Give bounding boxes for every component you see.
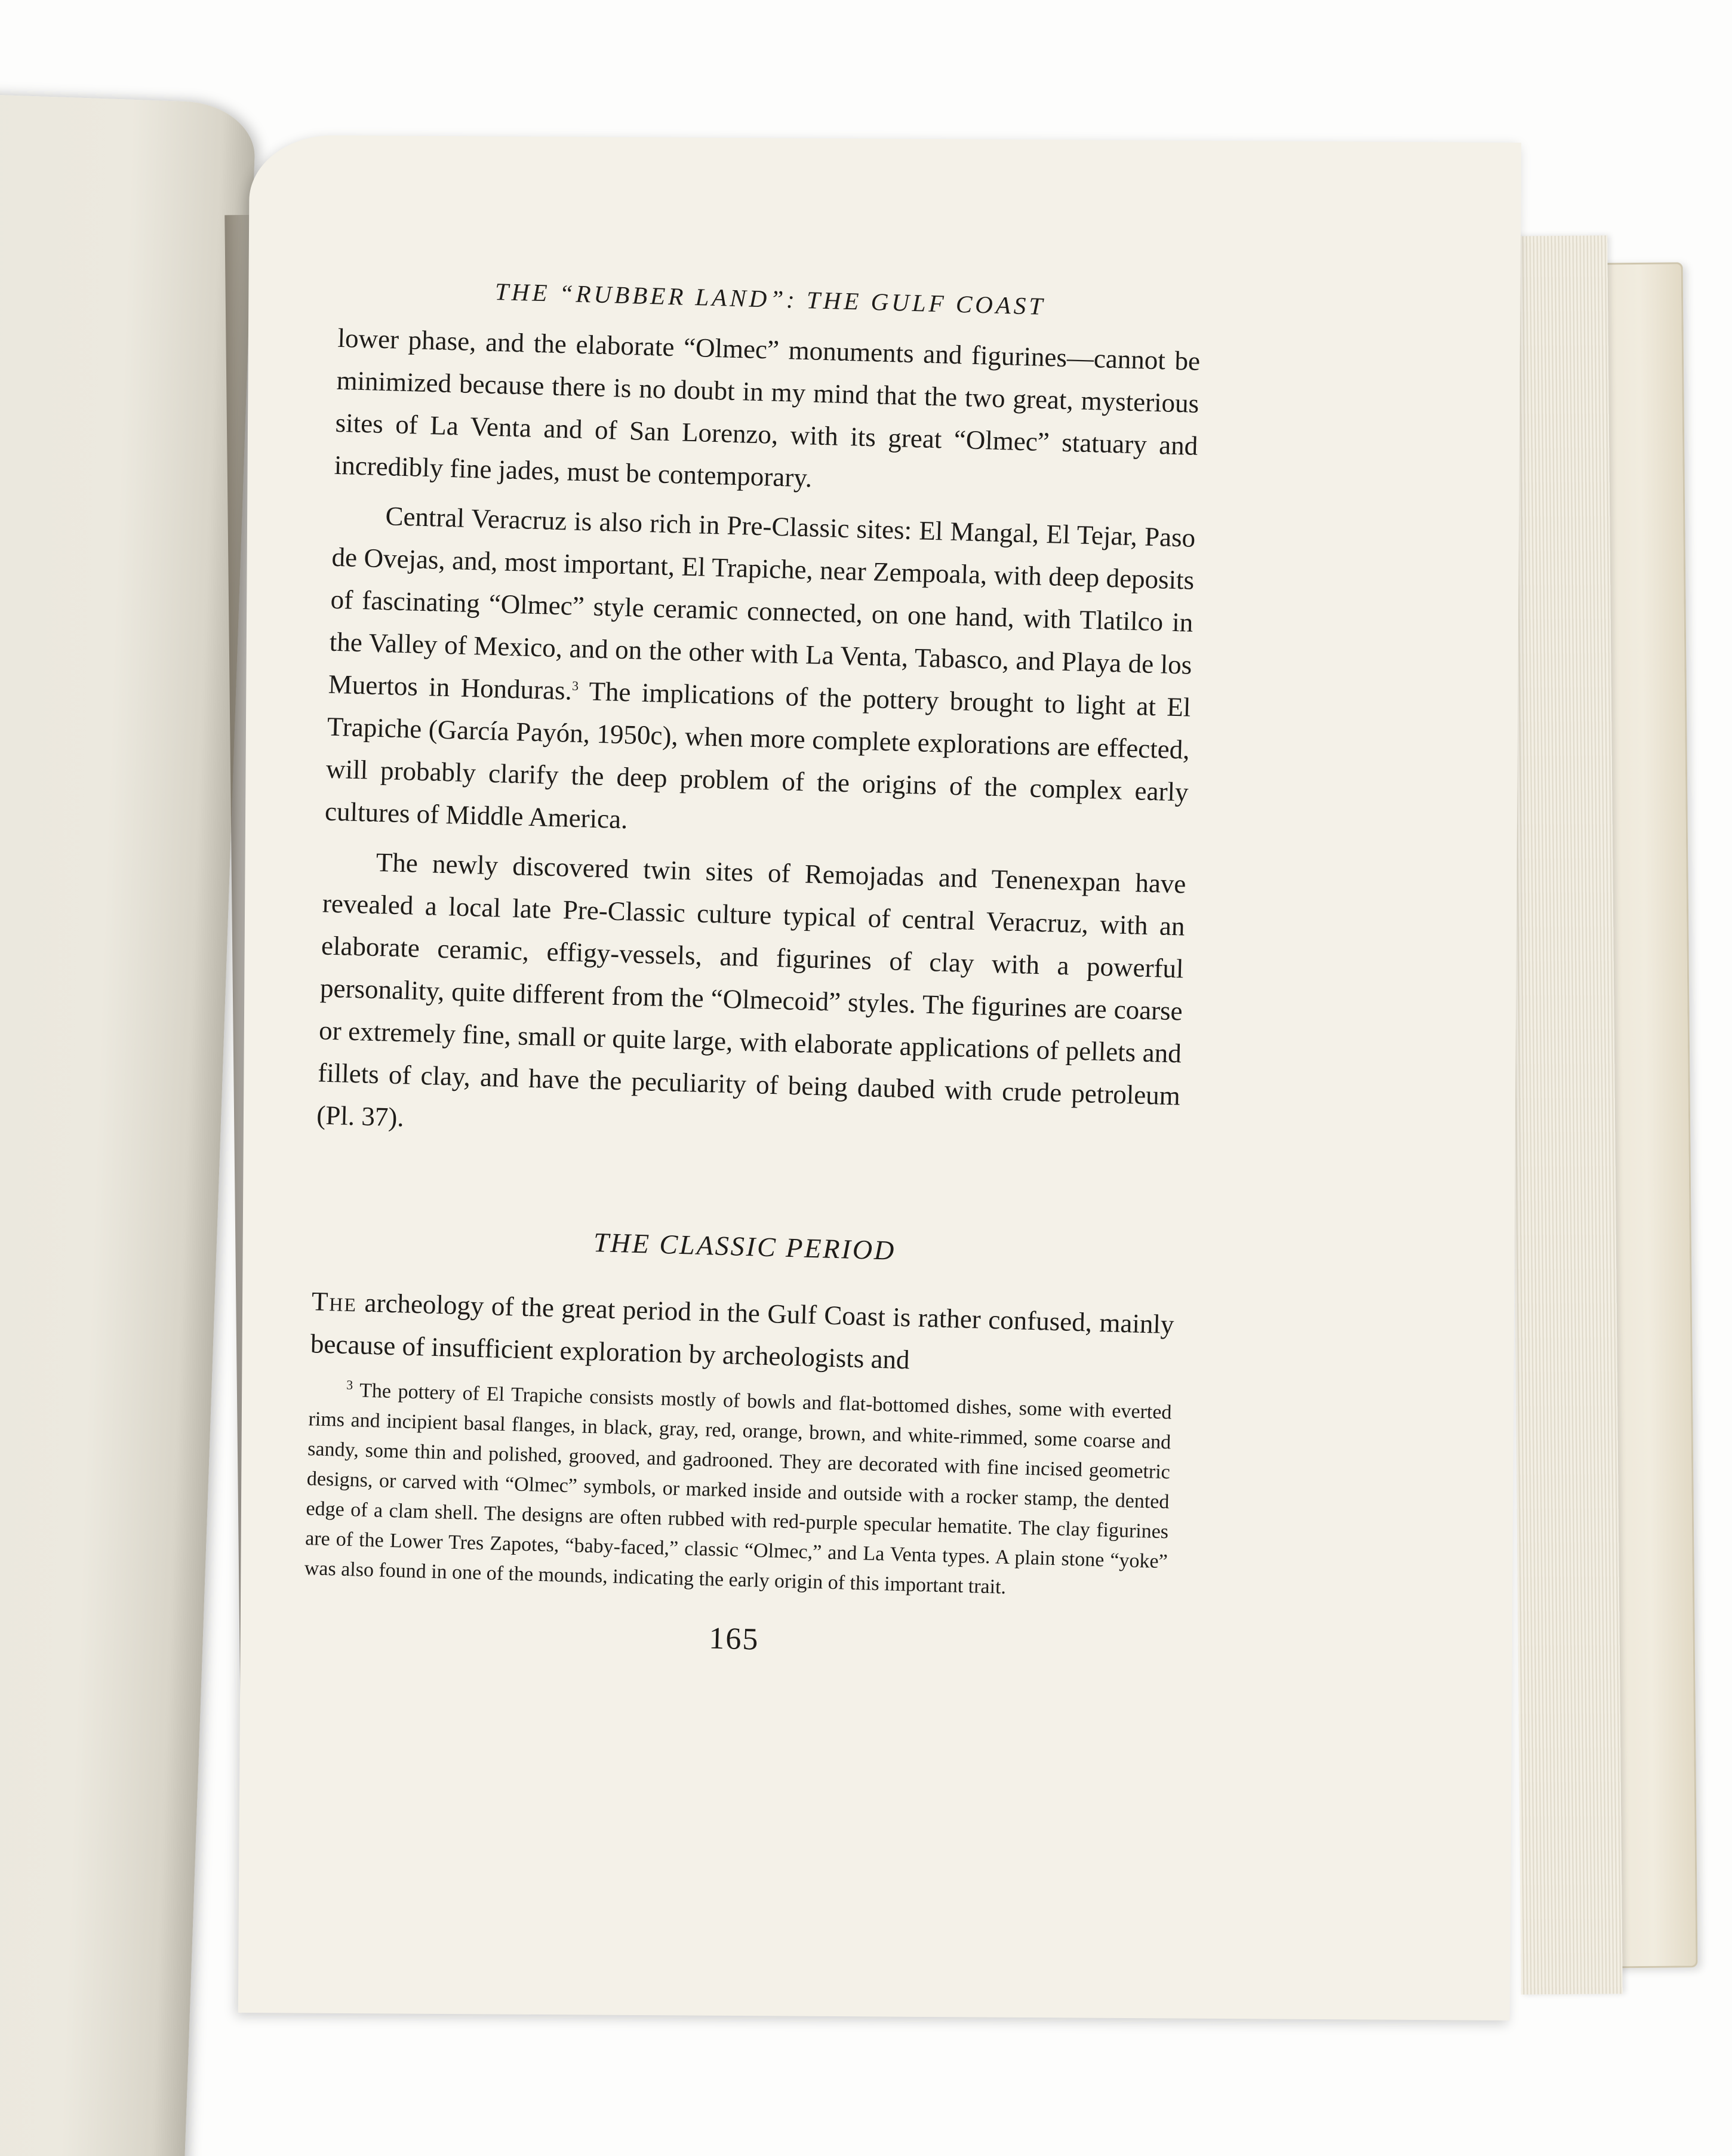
page-number: 165 <box>708 1621 760 1657</box>
running-head: THE “RUBBER LAND”: THE GULF COAST <box>494 277 1046 320</box>
footnote-mark: 3 <box>346 1377 353 1392</box>
paragraph-classic-period <box>310 1280 1174 1388</box>
paragraph-continued: lower phase, and the elaborate “Olmec” monuments and figurines—cannot be minimized because there is no doubt in my mind that the two great, mysterious sites of La Venta and of San Lorenzo, with its great “Olmec” statuary and incredibly fine jades, must be contemporary. <box>334 322 1201 493</box>
page-text-block <box>302 273 1202 1668</box>
page-edges <box>1506 235 1623 1994</box>
paragraph-text: The implications of the pottery brought to light at El Trapiche (García Payón, 1950c), when more complete explorations are effected, will probably clarify the deep problem of the origins of the complex early cultures of Middle America. <box>324 676 1192 835</box>
footnote-text: The pottery of El Trapiche consists mostly of bowls and flat-bottomed dishes, some with everted rims and incipient basal flanges, in black, gray, red, orange, brown, and white-rimmed, some coarse and sandy, some thin and polished, grooved, and gadrooned. They are decorated with fine incised geometric designs, or carved with “Olmec” symbols, or marked inside and outside with a rocker stamp, the dented edge of a clam shell. The designs are often rubbed with red-purple specular hematite. The clay figurines are of the Lower Tres Zapotes, “baby-faced,” classic “Olmec,” and La Venta types. A plain stone “yoke” was also found in one of the mounds, indicating the early origin of this important trait. <box>304 1379 1172 1598</box>
paragraph-text: archeology of the great period in the Gulf Coast is rather confused, mainly because of insufficient exploration by archeologists and <box>310 1287 1175 1375</box>
section-heading: THE CLASSIC PERIOD <box>593 1227 896 1266</box>
paragraph-remojadas: The newly discovered twin sites of Remojadas and Tenenexpan have revealed a local late Pre-Classic culture typical of central Veracruz, with an elaborate ceramic, effigy-vessels, and figurines of clay with a powerful personality, quite different from the “Olmecoid” styles. The figurines are coarse or extremely fine, small or quite large, with elaborate applications of pellets and fillets of clay, and have the peculiarity of being daubed with crude petroleum (Pl. 37). <box>316 847 1187 1133</box>
right-page <box>238 135 1521 2020</box>
lead-word: The <box>311 1286 358 1318</box>
paragraph-central-veracruz <box>324 494 1196 856</box>
footnote <box>304 1374 1172 1607</box>
footnote-reference: 3 <box>571 678 579 694</box>
left-page <box>0 90 257 2156</box>
paragraph-text: Central Veracruz is also rich in Pre-Classic sites: El Mangal, El Tejar, Paso de Ovejas, and, most important, El Trapiche, near Zempoala, with deep deposits of fascinating “Olmec” style ceramic connected, on one hand, with Tlatilco in the Valley of Mexico, and on the other with La Venta, Tabasco, and Playa de los Muertos in Honduras. <box>328 501 1196 706</box>
